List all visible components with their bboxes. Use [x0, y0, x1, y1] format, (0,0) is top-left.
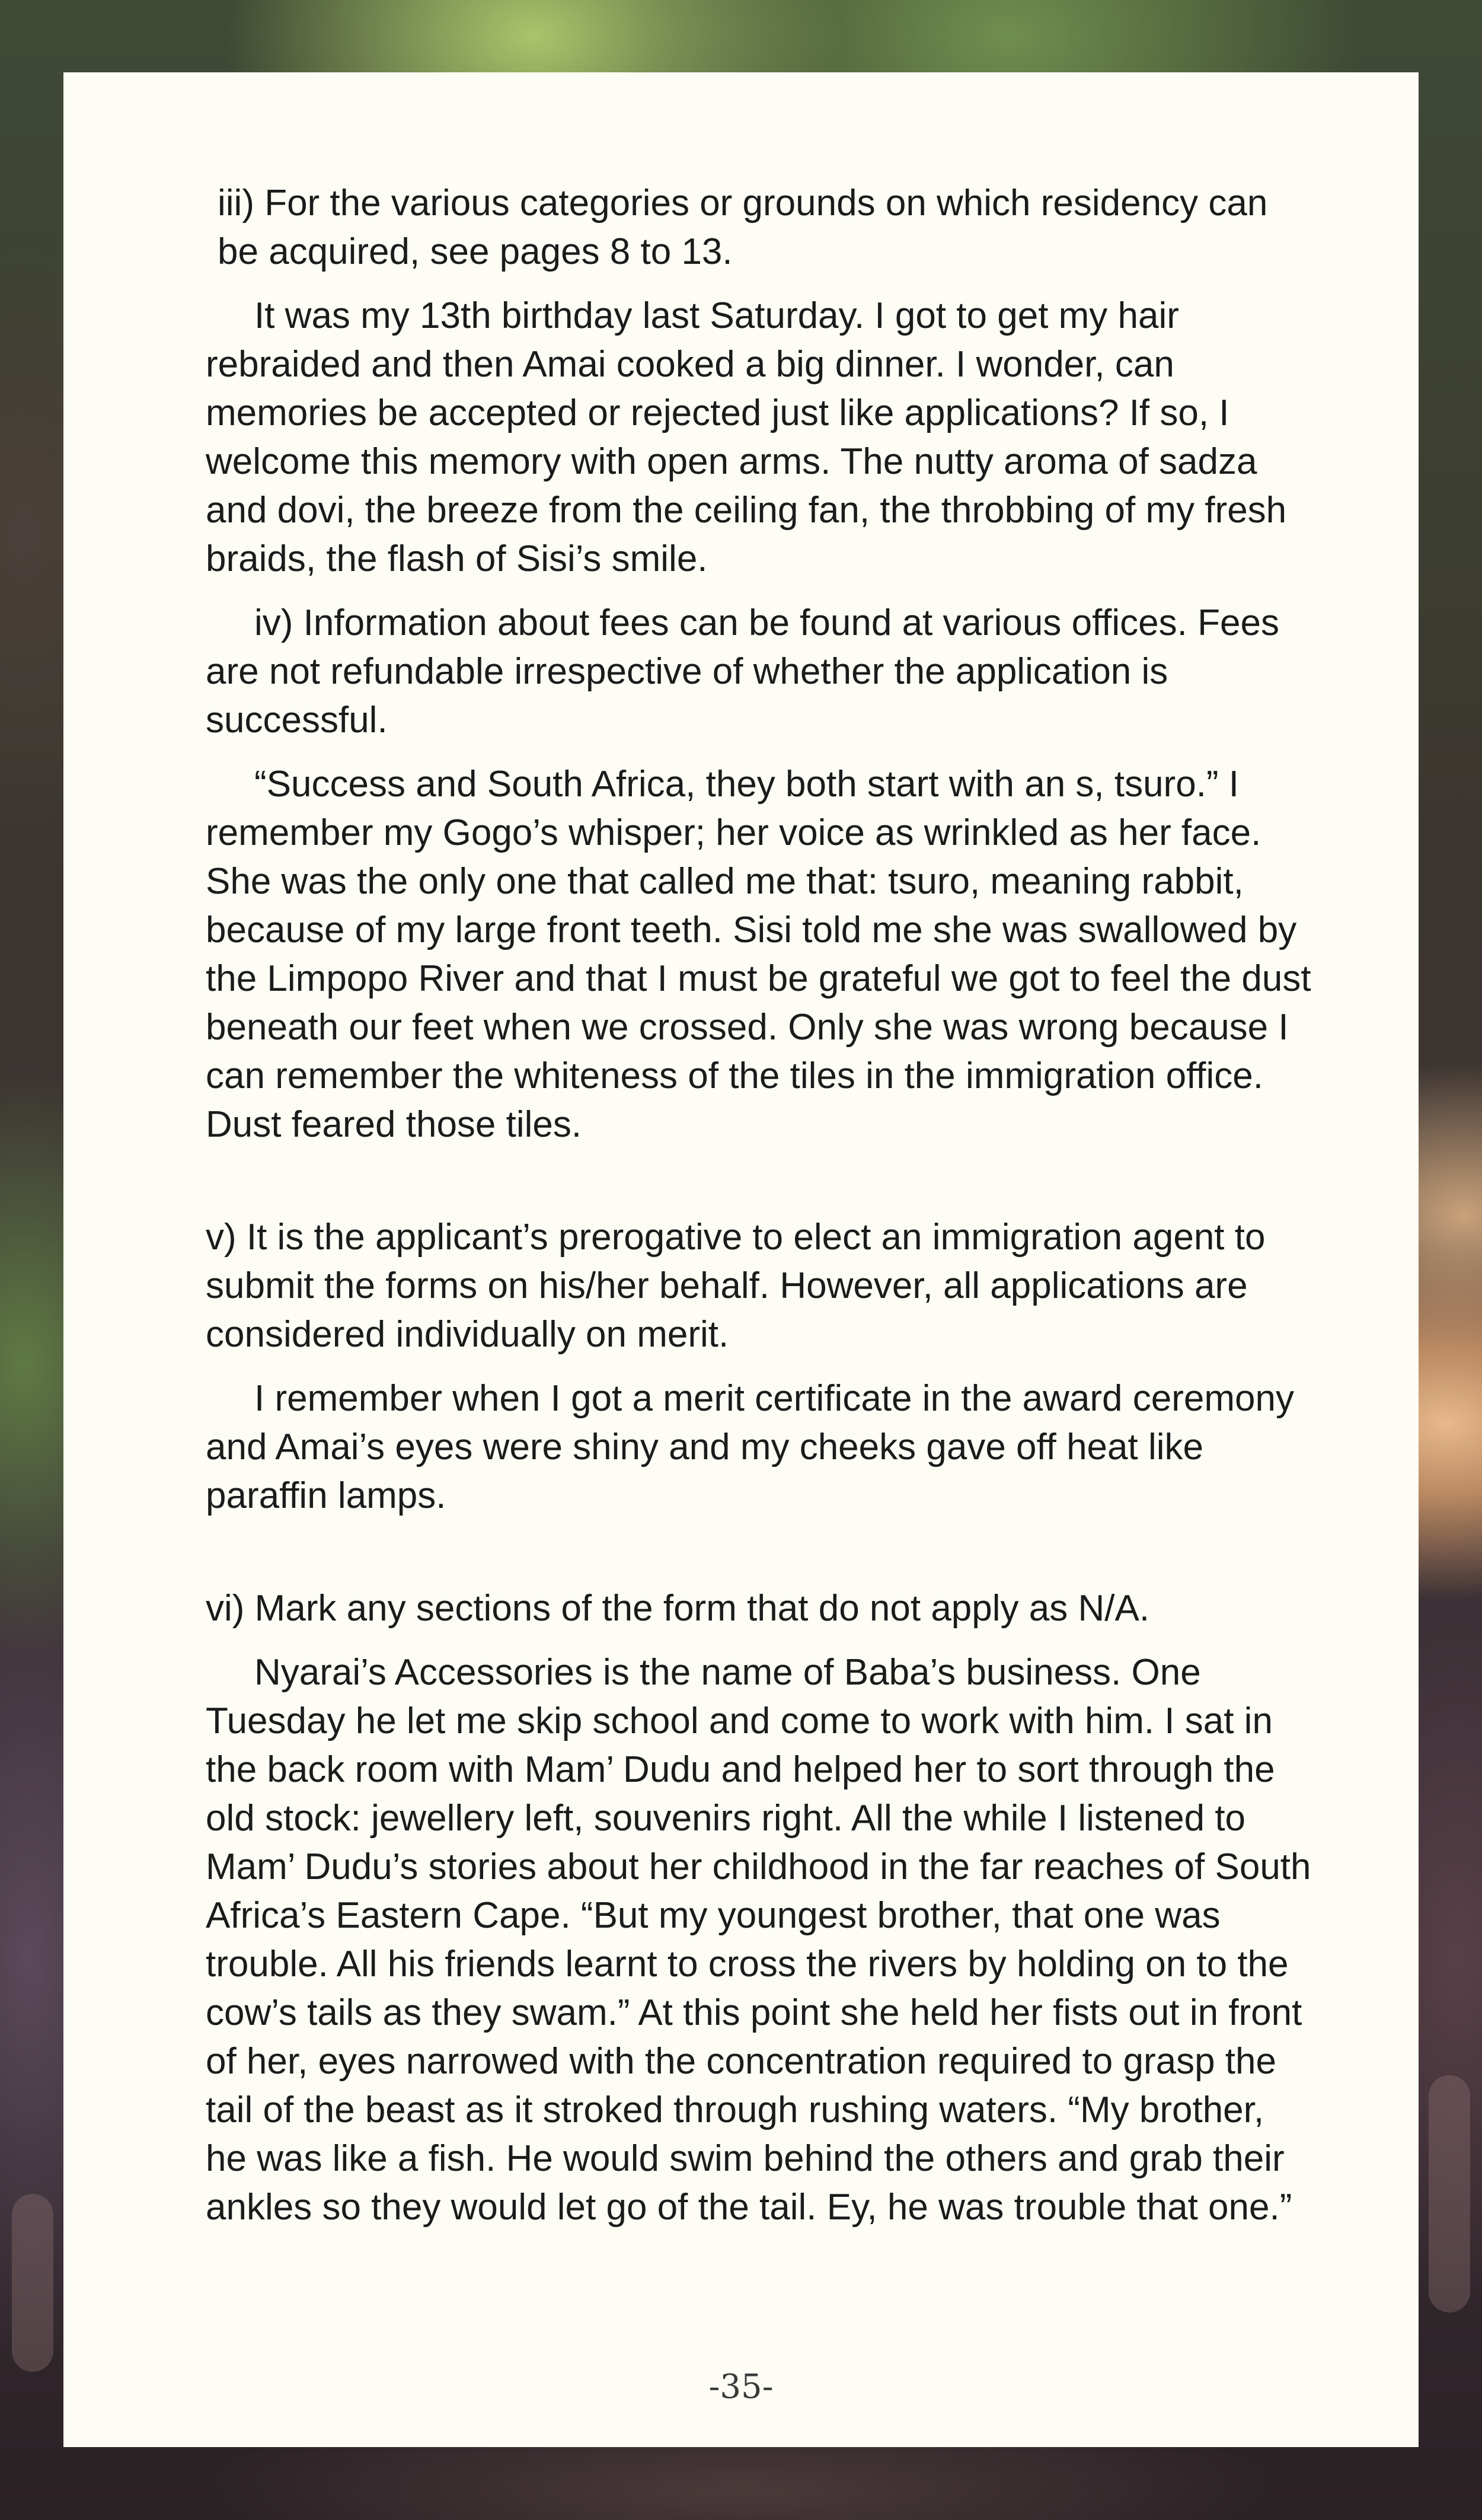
book-page — [63, 72, 1419, 2447]
background-texture — [12, 2194, 53, 2372]
list-item-iv: iv) Information about fees can be found at various offices. Fees are not refundable irrespective of whether the application is successful. — [206, 602, 1279, 741]
list-item-iii: iii) For the various categories or grounds on which residency can be acquired, see pages 8 to 13. — [218, 183, 1268, 272]
memory-paragraph: “Success and South Africa, they both start with an s, tsuro.” I remember my Gogo’s whisper; her voice as wrinkled as her face. She was the only one that called me that: tsuro, meaning rabbit, because of my large front teeth. Sisi told me she was swallowed by the Limpopo River and that I must be grateful we got to feel the dust beneath our feet when we crossed. Only she was wrong because I can remember the whiteness of the tiles in the immigration office. Dust feared those tiles. — [206, 764, 1311, 1145]
memory-paragraph: It was my 13th birthday last Saturday. I got to get my hair rebraided and then Amai cooked a big dinner. I wonder, can memories be accepted or rejected just like applications? If so, I welcome this memory with open arms. The nutty aroma of sadza and dovi, the breeze from the ceiling fan, the throbbing of my fresh braids, the flash of Sisi’s smile. — [206, 295, 1287, 579]
background-texture — [1429, 2075, 1470, 2312]
list-item-v: v) It is the applicant’s prerogative to elect an immigration agent to submit the forms on his/her behalf. However, all applications are considered individually on merit. — [206, 1217, 1266, 1355]
page-number: -35- — [708, 2368, 774, 2406]
list-item-vi: vi) Mark any sections of the form that do not apply as N/A. — [206, 1588, 1150, 1629]
memory-paragraph: I remember when I got a merit certificate in the award ceremony and Amai’s eyes were shiny and my cheeks gave off heat like paraffin lamps. — [206, 1378, 1294, 1516]
memory-paragraph: Nyarai’s Accessories is the name of Baba’s business. One Tuesday he let me skip school and come to work with him. I sat in the back room with Mam’ Dudu and helped her to sort through the old stock: jewellery left, souvenirs right. All the while I listened to Mam’ Dudu’s stories about her childhood in the far reaches of South Africa’s Eastern Cape. “But my youngest brother, that one was trouble. All his friends learnt to cross the rivers by holding on to the cow’s tails as they swam.” At this point she held her fists out in front of her, eyes narrowed with the concentration required to grasp the tail of the beast as it stroked through rushing waters. “My brother, he was like a fish. He would swim behind the others and grab their ankles so they would let go of the tail. Ey, he was trouble that one.” — [206, 1652, 1311, 2228]
page-body — [206, 179, 1312, 2232]
